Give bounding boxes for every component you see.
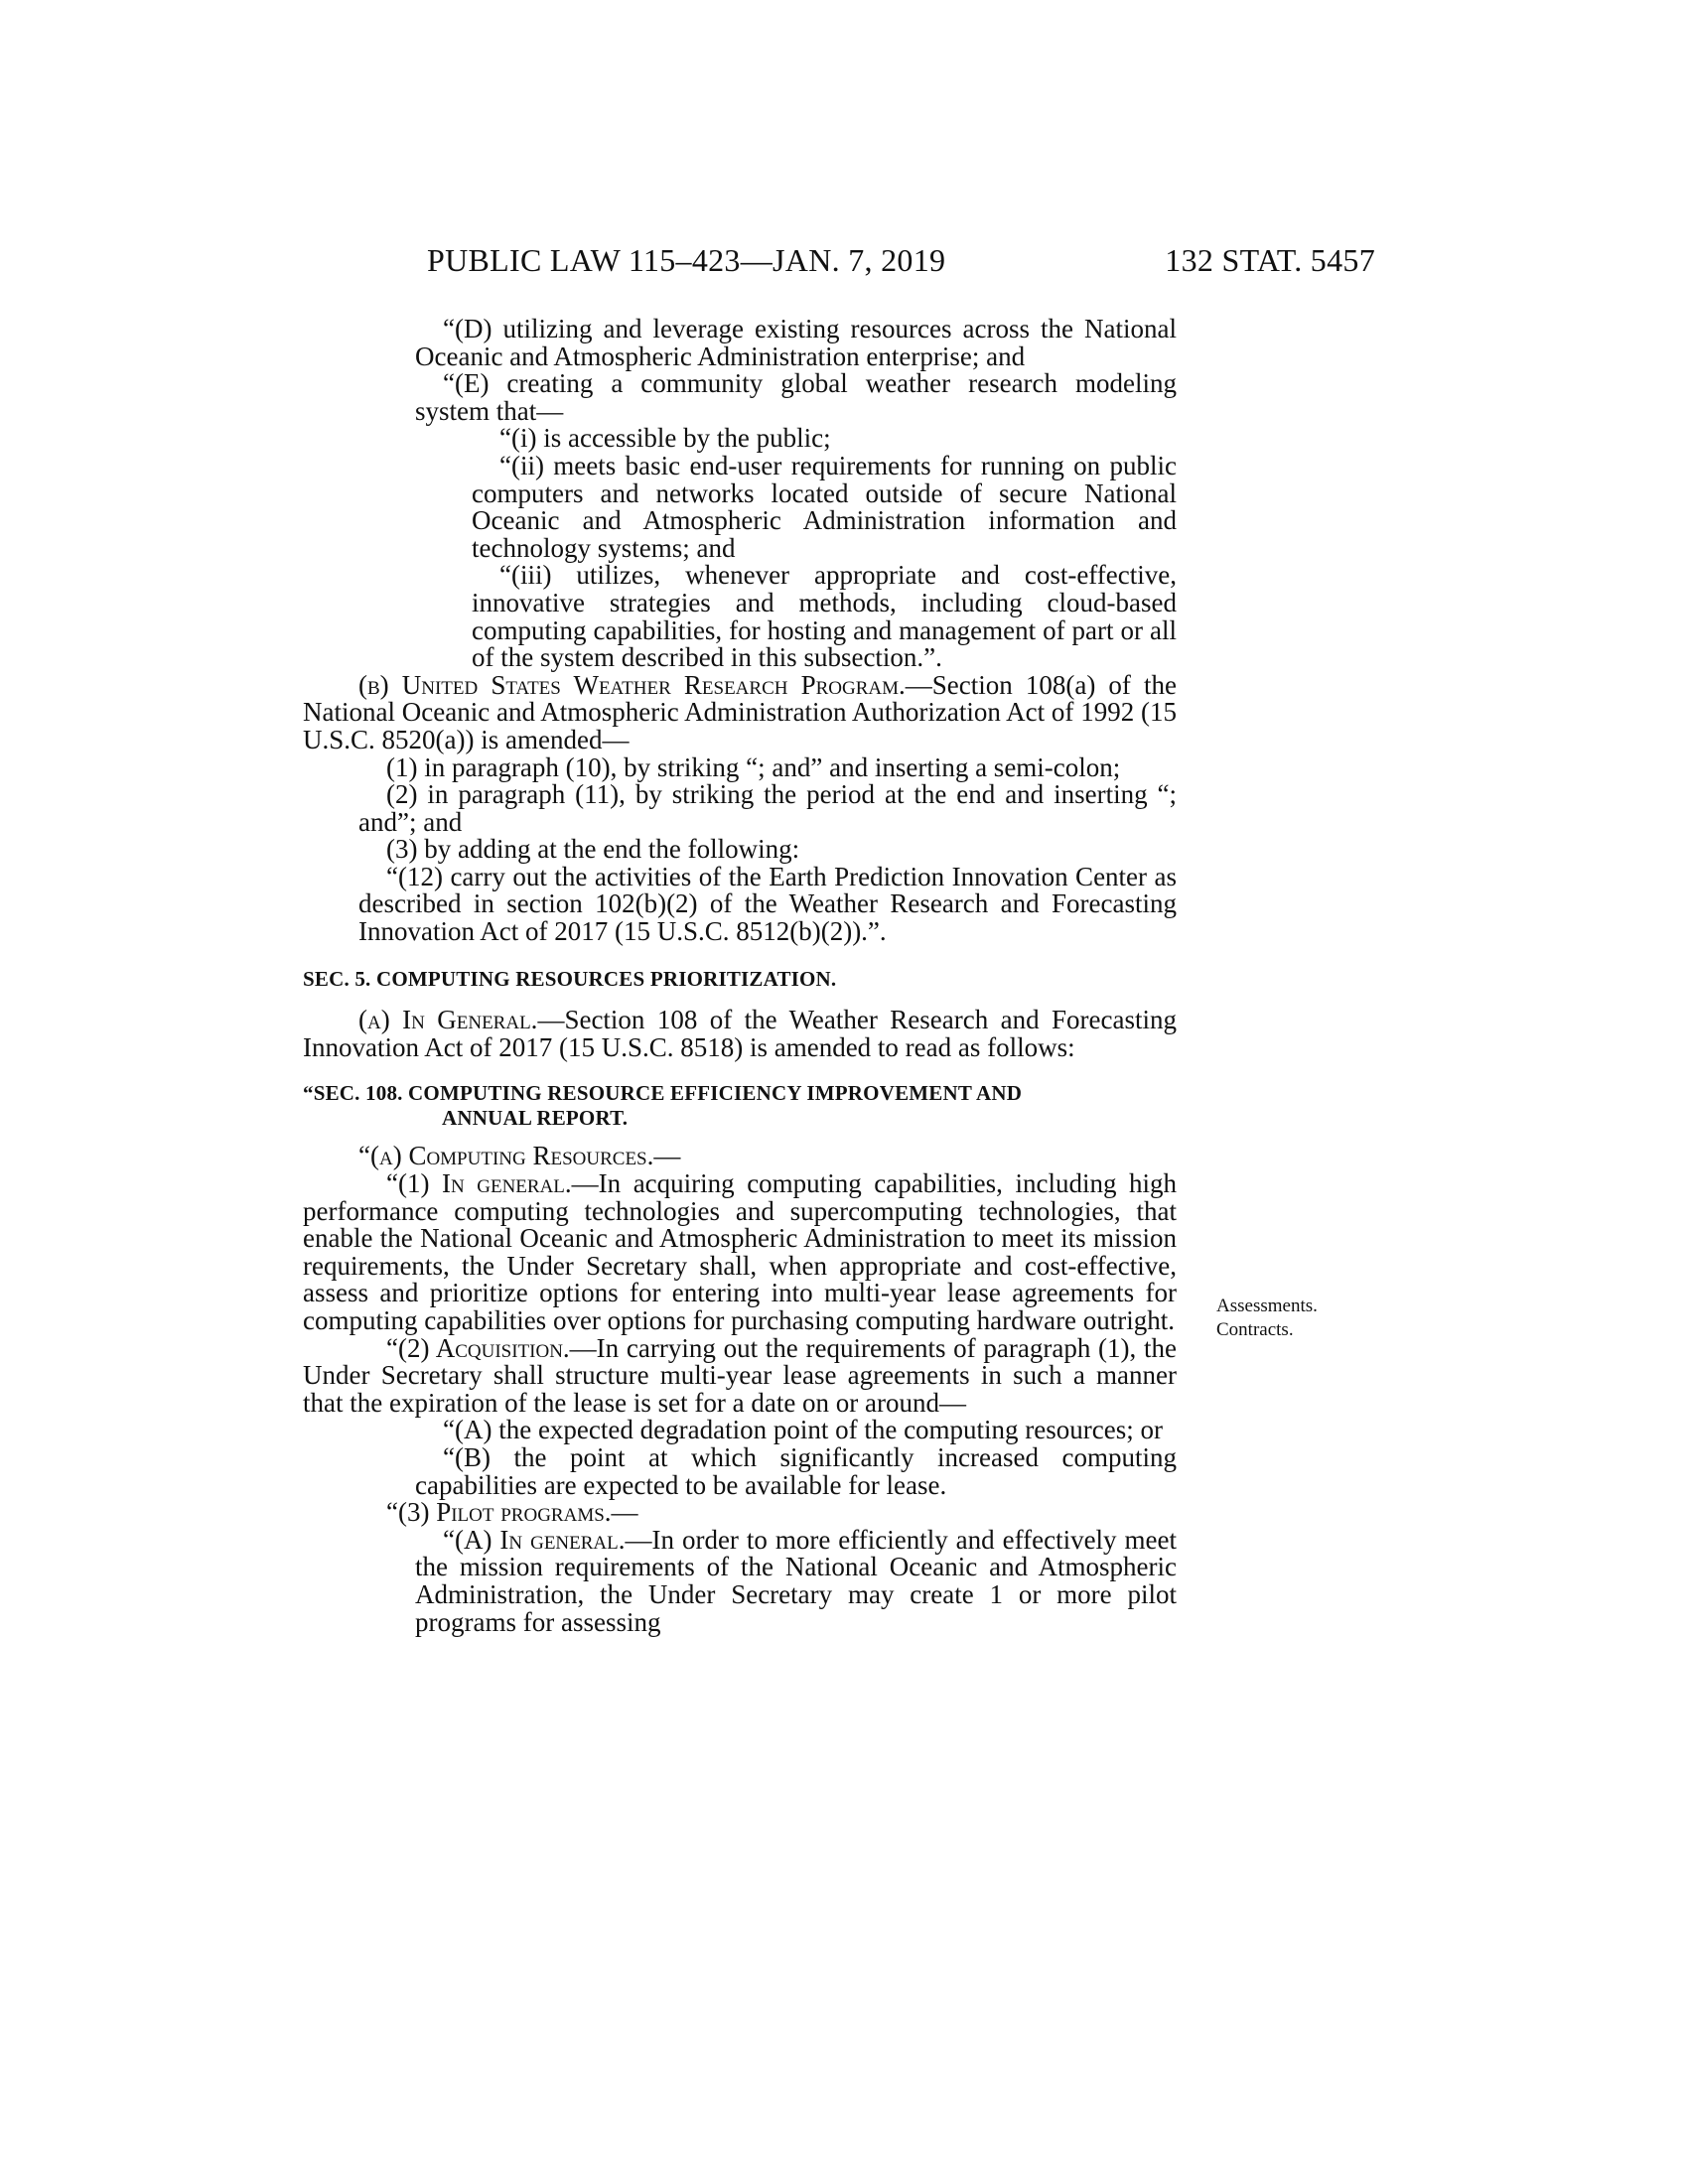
margin-note-assessments: Assessments. <box>1216 1296 1318 1316</box>
quoted-paragraph-3 <box>303 1499 1177 1527</box>
subsection-a-text: —Section 108 of the Weather Research and Forecasting Innovation Act of 2017 (15 U.S.C. 8518) is amended to read as follows: <box>303 1005 1177 1062</box>
section-108-heading-line1: “SEC. 108. COMPUTING RESOURCE EFFICIENCY IMPROVEMENT AND <box>303 1081 1023 1106</box>
quoted-clause-B: “(B) the point at which significantly increased computing capabilities are expected to be available for lease. <box>415 1441 1177 1500</box>
margin-note-contracts: Contracts. <box>1216 1319 1294 1340</box>
quoted-paragraph-1-text: —In acquiring computing capabilities, including high performance computing technologies and supercomputing technologies, that enable the National Oceanic and Atmospheric Administration to meet its mission requirements, the Under Secretary shall, when appropriate and cost-effective, assess and prioritize options for entering into multi-year lease agreements for computing capabilities over options for purchasing computing hardware outright. <box>303 1168 1177 1335</box>
quoted-subsection-a-heading: “(a) Computing Resources. <box>358 1141 654 1171</box>
quoted-paragraph-3-dash: — <box>611 1497 638 1528</box>
subsection-b-heading: (b) United States Weather Research Program. <box>358 669 906 700</box>
statute-page-number: 132 STAT. 5457 <box>1165 242 1375 278</box>
clause-ii: “(ii) meets basic end-user requirements for running on public computers and networks located outside of secure National Oceanic and Atmospheric Administration information and technology systems; and <box>472 450 1177 563</box>
subsection-a <box>303 1007 1177 1061</box>
page-header <box>427 242 1375 286</box>
clause-iii: “(iii) utilizes, whenever appropriate and cost-effective, innovative strategies and methods, including cloud-based computing capabilities, for hosting and management of part or all of the system described in this subsection.”. <box>472 560 1177 673</box>
subsection-a-heading: (a) In General. <box>358 1005 538 1035</box>
quoted-clause-A: “(A) the expected degradation point of the computing resources; or <box>443 1415 1163 1445</box>
paragraph-1: (1) in paragraph (10), by striking “; and” and inserting a semi-colon; <box>386 751 1121 782</box>
paragraph-12: “(12) carry out the activities of the Earth Prediction Innovation Center as described in section 102(b)(2) of the Weather Research and Forecasting Innovation Act of 2017 (15 U.S.C. 8512(b)(2)).”. <box>358 861 1177 947</box>
subsection-b <box>303 669 1178 754</box>
clause-i: “(i) is accessible by the public; <box>499 423 831 454</box>
quoted-subsection-a-dash: — <box>653 1141 681 1171</box>
margin-notes <box>1216 1295 1318 1342</box>
running-head-title: PUBLIC LAW 115–423—JAN. 7, 2019 <box>427 242 946 278</box>
clause-D: “(D) utilizing and leverage existing resources across the National Oceanic and Atmospheric Administration enterprise; and <box>415 314 1177 371</box>
quoted-clause-3A <box>303 1524 1177 1637</box>
quoted-clause-3A-text: —In order to more efficiently and effectively meet the mission requirements of the National Oceanic and Atmospheric Administration, the Under Secretary may create 1 or more pilot programs for assessing <box>415 1524 1177 1637</box>
section-108-heading-line2: ANNUAL REPORT. <box>442 1106 629 1131</box>
statute-body <box>303 316 1177 1636</box>
section-5-heading: SEC. 5. COMPUTING RESOURCES PRIORITIZATION. <box>303 966 837 991</box>
subsection-b-text: —Section 108(a) of the National Oceanic and Atmospheric Administration Authorization Act of 1992 (15 U.S.C. 8520(a)) is amended— <box>303 669 1178 754</box>
quoted-subsection-a <box>303 1143 1177 1170</box>
quoted-paragraph-2-heading: “(2) Acquisition. <box>386 1332 570 1363</box>
quoted-paragraph-1 <box>303 1170 1177 1335</box>
quoted-paragraph-3-heading: “(3) Pilot programs. <box>386 1497 612 1528</box>
quoted-clause-3A-heading: “(A) In general. <box>443 1524 626 1555</box>
paragraph-3: (3) by adding at the end the following: <box>386 834 800 865</box>
quoted-paragraph-2-text: —In carrying out the requirements of paragraph (1), the Under Secretary shall structure multi-year lease agreements in such a manner that the expiration of the lease is set for a date on or around— <box>303 1332 1177 1418</box>
quoted-paragraph-2 <box>303 1332 1177 1418</box>
clause-E: “(E) creating a community global weather research modeling system that— <box>415 368 1177 426</box>
section-108-heading <box>303 1081 1177 1131</box>
quoted-paragraph-1-heading: “(1) In general. <box>386 1168 572 1199</box>
paragraph-2: (2) in paragraph (11), by striking the period at the end and inserting “; and”; and <box>358 779 1177 837</box>
